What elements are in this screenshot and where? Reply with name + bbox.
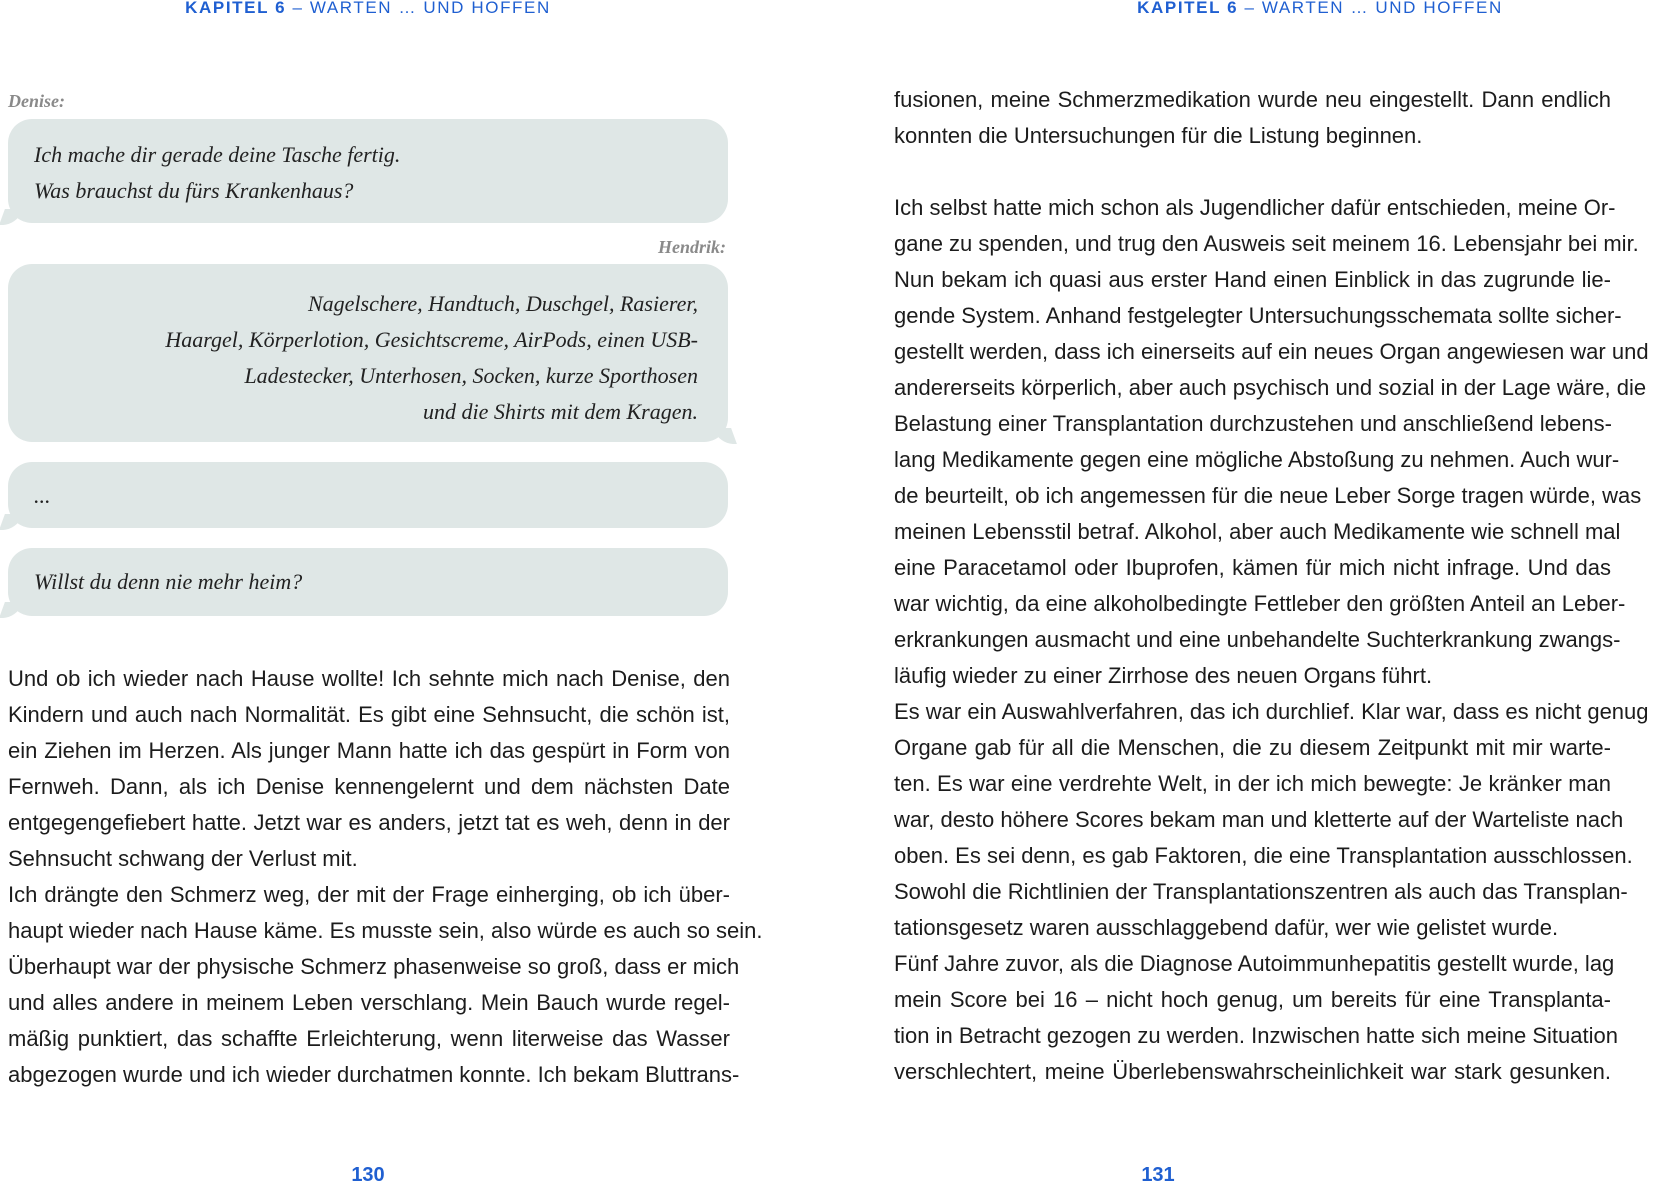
text-line: war, desto höhere Scores bekam man und kletterte auf der Warteliste nach	[894, 807, 1624, 832]
text-line: verschlechtert, meine Überlebenswahrscheinlichkeit war stark gesunken.	[894, 1059, 1611, 1084]
text-line: und alles andere in meinem Leben verschlang. Mein Bauch wurde regel-	[8, 990, 730, 1015]
text-line: mein Score bei 16 – nicht hoch genug, um bereits für eine Transplanta-	[894, 987, 1611, 1012]
text-line: Sowohl die Richtlinien der Transplantationszentren als auch das Transplan-	[894, 879, 1628, 904]
chapter-label: KAPITEL 6	[185, 0, 287, 17]
page-number-right: 131	[1141, 1164, 1175, 1186]
text-line: gende System. Anhand festgelegter Untersuchungsschemata sollte sicher-	[894, 303, 1622, 328]
running-head-left	[158, 0, 578, 18]
body-text-right	[894, 82, 1649, 1090]
text-line: mäßig punktiert, das schaffte Erleichterung, wenn literweise das Wasser	[8, 1026, 730, 1051]
bubble-line: Haargel, Körperlotion, Gesichtscreme, AirPods, einen USB-	[165, 327, 698, 352]
text-line: erkrankungen ausmacht und eine unbehandelte Suchterkrankung zwangs-	[894, 627, 1621, 652]
text-line: Kindern und auch nach Normalität. Es gibt eine Sehnsucht, die schön ist,	[8, 702, 730, 727]
speaker-denise: Denise:	[8, 91, 65, 111]
text-line: eine Paracetamol oder Ibuprofen, kämen für mich nicht infrage. Und das	[894, 555, 1611, 580]
bubble-line: und die Shirts mit dem Kragen.	[423, 399, 698, 424]
text-line: ein Ziehen im Herzen. Als junger Mann hatte ich das gespürt in Form von	[8, 738, 730, 763]
text-line: meinen Lebensstil betraf. Alkohol, aber auch Medikamente wie schnell mal	[894, 519, 1621, 544]
bubble-line: ...	[34, 483, 51, 508]
text-line: Nun bekam ich quasi aus erster Hand einen Einblick in das zugrunde lie-	[894, 267, 1611, 292]
bubble-line: Ladestecker, Unterhosen, Socken, kurze Sporthosen	[244, 363, 698, 388]
chat-bubble-hendrik	[8, 264, 728, 442]
text-line: Belastung einer Transplantation durchzustehen und anschließend lebens-	[894, 411, 1612, 436]
text-line: Überhaupt war der physische Schmerz phasenweise so groß, dass er mich	[8, 954, 740, 979]
text-line: läufig wieder zu einer Zirrhose des neuen Organs führt.	[894, 663, 1433, 688]
text-line: tationsgesetz waren ausschlaggebend dafür, wer wie gelistet wurde.	[894, 915, 1559, 940]
bubble-line: Was brauchst du fürs Krankenhaus?	[34, 178, 354, 203]
paragraph-gap	[894, 154, 1611, 190]
text-line: Sehnsucht schwang der Verlust mit.	[8, 846, 358, 871]
text-line: fusionen, meine Schmerzmedikation wurde neu eingestellt. Dann endlich	[894, 87, 1611, 112]
running-head-right	[1110, 0, 1530, 18]
right-page	[840, 0, 1680, 1187]
bubble-line: Ich mache dir gerade deine Tasche fertig.	[34, 142, 401, 167]
text-line: haupt wieder nach Hause käme. Es musste sein, also würde es auch so sein.	[8, 918, 763, 943]
chapter-title: – WARTEN … UND HOFFEN	[286, 0, 551, 17]
text-line: Fünf Jahre zuvor, als die Diagnose Autoimmunhepatitis gestellt wurde, lag	[894, 951, 1615, 976]
text-line: war wichtig, da eine alkoholbedingte Fettleber den größten Anteil an Leber-	[894, 591, 1626, 616]
text-line: konnten die Untersuchungen für die Listung beginnen.	[894, 123, 1423, 148]
text-line: Und ob ich wieder nach Hause wollte! Ich sehnte mich nach Denise, den	[8, 666, 730, 691]
speaker-hendrik: Hendrik:	[657, 237, 726, 257]
text-line: Organe gab für all die Menschen, die zu diesem Zeitpunkt mit mir warte-	[894, 735, 1611, 760]
text-line: lang Medikamente gegen eine mögliche Abstoßung zu nehmen. Auch wur-	[894, 447, 1620, 472]
text-line: ten. Es war eine verdrehte Welt, in der ich mich bewegte: Je kränker man	[894, 771, 1611, 796]
bubble-line: Willst du denn nie mehr heim?	[34, 569, 303, 594]
text-line: gane zu spenden, und trug den Ausweis seit meinem 16. Lebensjahr bei mir.	[894, 231, 1639, 256]
text-line: abgezogen wurde und ich wieder durchatmen konnte. Ich bekam Bluttrans-	[8, 1062, 740, 1087]
chat-bubble-ellipsis	[8, 462, 728, 528]
text-line: oben. Es sei denn, es gab Faktoren, die eine Transplantation ausschlossen.	[894, 843, 1633, 868]
text-line: tion in Betracht gezogen zu werden. Inzwischen hatte sich meine Situation	[894, 1023, 1618, 1048]
text-line: andererseits körperlich, aber auch psychisch und sozial in der Lage wäre, die	[894, 375, 1647, 400]
text-line: entgegengefiebert hatte. Jetzt war es anders, jetzt tat es weh, denn in der	[8, 810, 730, 835]
body-text-left	[8, 661, 763, 1093]
page-number-left: 130	[351, 1164, 385, 1186]
chat-bubble-denise	[8, 119, 728, 223]
bubble-line: Nagelschere, Handtuch, Duschgel, Rasierer,	[307, 291, 698, 316]
text-line: gestellt werden, dass ich einerseits auf ein neues Organ angewiesen war und	[894, 339, 1649, 364]
text-line: Es war ein Auswahlverfahren, das ich durchlief. Klar war, dass es nicht genug	[894, 699, 1649, 724]
text-line: Ich drängte den Schmerz weg, der mit der Frage einherging, ob ich über-	[8, 882, 730, 907]
chapter-title: – WARTEN … UND HOFFEN	[1238, 0, 1503, 17]
text-line: de beurteilt, ob ich angemessen für die neue Leber Sorge tragen würde, was	[894, 483, 1642, 508]
chat-bubble-question	[8, 548, 728, 616]
text-line: Fernweh. Dann, als ich Denise kennengelernt und dem nächsten Date	[8, 774, 730, 799]
chapter-label: KAPITEL 6	[1137, 0, 1239, 17]
text-line: Ich selbst hatte mich schon als Jugendlicher dafür entschieden, meine Or-	[894, 195, 1616, 220]
